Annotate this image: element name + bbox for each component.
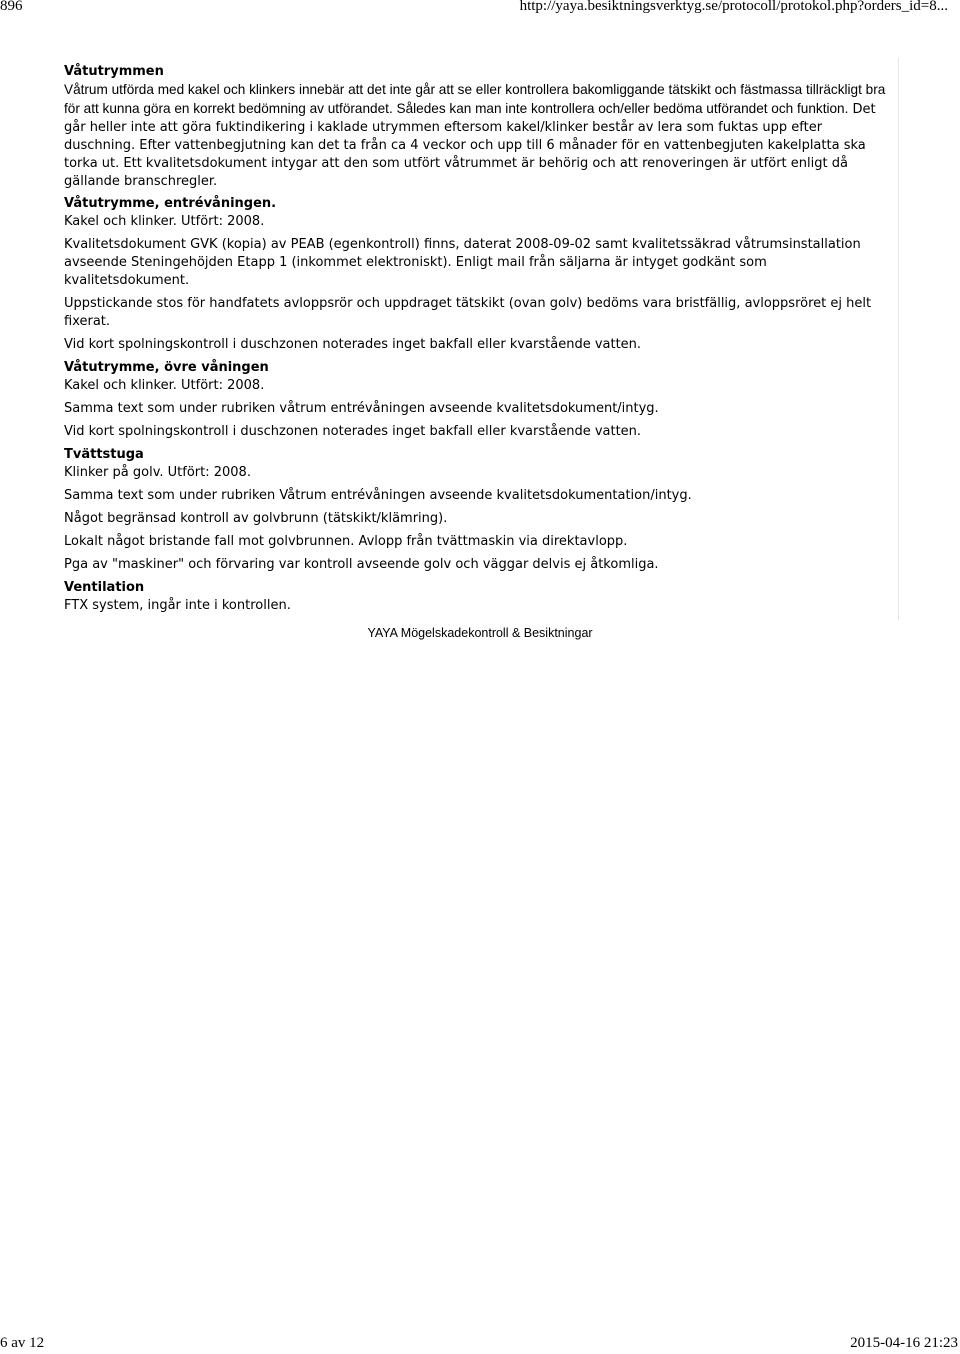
section-paragraph: Samma text som under rubriken Våtrum entrévåningen avseende kvalitetsdokumentation/intyg. [64,488,692,503]
section-text: FTX system, ingår inte i kontrollen. [64,598,291,613]
section-paragraph: Något begränsad kontroll av golvbrunn (tätskikt/klämring). [64,511,448,526]
section-tvattstuga [64,446,894,574]
section-paragraph: Vid kort spolningskontroll i duschzonen noterades inget bakfall eller kvarstående vatten. [64,424,642,439]
protocol-content [64,63,894,619]
section-heading: Tvättstuga [64,447,144,462]
section-paragraph: Uppstickande stos för handfatets avloppsrör och uppdraget tätskikt (ovan golv) bedöms vara bristfällig, avloppsröret ej helt fixerat. [64,296,872,329]
section-heading: Våtutrymme, övre våningen [64,360,269,375]
section-ovre [64,359,894,441]
section-material: Kakel och klinker. Utfört: 2008. [64,378,265,393]
print-url: http://yaya.besiktningsverktyg.se/protocoll/protokol.php?orders_id=8... [519,0,948,14]
section-paragraph: Samma text som under rubriken våtrum entrévåningen avseende kvalitetsdokument/intyg. [64,401,659,416]
section-paragraph: Lokalt något bristande fall mot golvbrunnen. Avlopp från tvättmaskin via direktavlopp. [64,534,628,549]
print-page-count: 6 av 12 [0,1335,45,1351]
section-entre [64,195,894,354]
section-heading: Våtutrymmen [64,64,164,79]
section-paragraph: Kvalitetsdokument GVK (kopia) av PEAB (egenkontroll) finns, daterat 2008-09-02 samt kvalitetssäkrad våtrumsinstallation avseende Steningehöjden Etapp 1 (inkommet elektroniskt). Enligt mail från säljarna är intyget godkänt som kvalitetsdokument. [64,237,861,288]
print-page-number: 896 [0,0,23,14]
section-paragraph: Pga av "maskiner" och förvaring var kontroll avseende golv och väggar delvis ej åtkomliga. [64,557,659,572]
section-ventilation [64,579,894,615]
brand-footer: YAYA Mögelskadekontroll & Besiktningar [367,626,593,640]
section-heading: Våtutrymme, entrévåningen. [64,196,277,211]
section-body: Det går heller inte att göra fuktindikering i kaklade utrymmen eftersom kakel/klinker består av lera som fuktas upp efter duschning. Efter vattenbegjutning kan det ta från ca 4 veckor och upp till 6 månader för en vattenbegjuten kakelplatta ska torka ut. Ett kvalitetsdokument intygar att den som utfört våtrummet är behörig och att renoveringen är utfört enligt då gällande branschregler. [64,102,876,189]
section-material: Klinker på golv. Utfört: 2008. [64,465,251,480]
print-datetime: 2015-04-16 21:23 [850,1335,958,1351]
section-heading: Ventilation [64,580,145,595]
section-paragraph: Vid kort spolningskontroll i duschzonen noterades inget bakfall eller kvarstående vatten. [64,337,642,352]
section-material: Kakel och klinker. Utfört: 2008. [64,214,265,229]
section-vatutrymmen [64,63,894,191]
section-intro: Våtrum utförda med kakel och klinkers innebär att det inte går att se eller kontrollera bakomliggande tätskikt och fästmassa tillräckligt bra för att kunna göra en korrekt bedömning av utförandet. Således kan man inte kontrollera och/eller bedöma utförandet och funktion. [64,82,886,116]
